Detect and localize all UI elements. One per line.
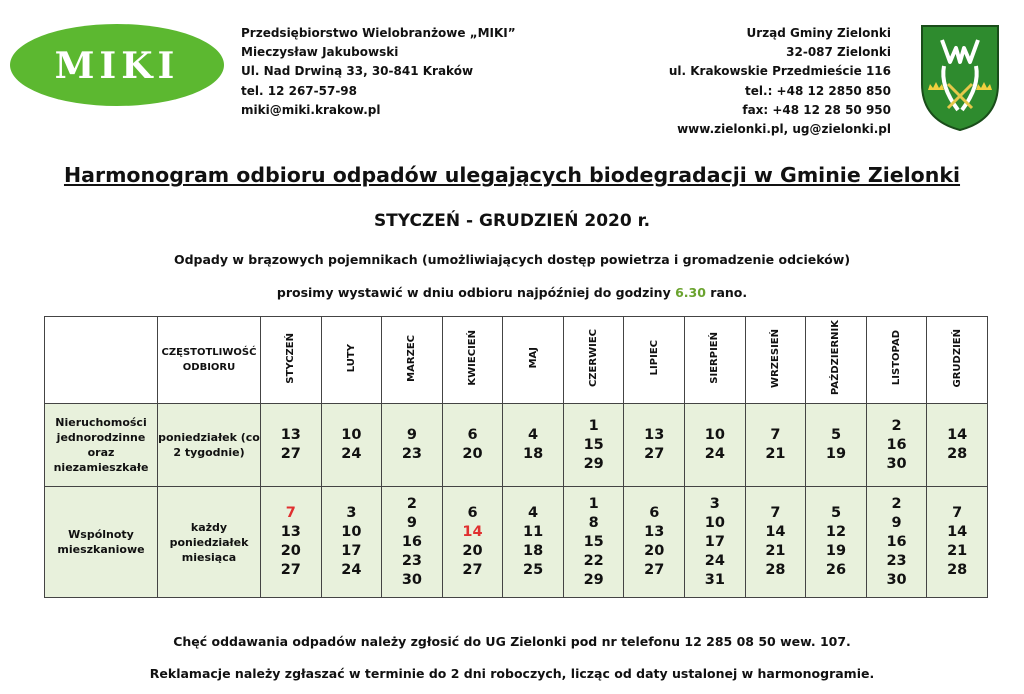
office-postcode: 32-087 Zielonki [786,45,891,60]
collection-day: 8 [588,514,599,531]
month-header [442,317,503,404]
office-fax: fax: +48 12 28 50 950 [742,102,891,117]
collection-day: 20 [644,543,665,559]
month-label: KWIECIEŃ [467,330,479,386]
company-address: Ul. Nad Drwiną 33, 30-841 Kraków [241,64,474,79]
collection-day: 22 [583,552,604,569]
page-subtitle: STYCZEŃ - GRUDZIEŃ 2020 r. [373,211,651,231]
collection-day: 19 [825,543,847,559]
collection-day: 21 [765,543,786,559]
collection-day: 29 [583,571,604,588]
collection-day: 24 [704,552,725,569]
date-cell [624,404,685,487]
date-cell [382,404,443,487]
month-label: LIPIEC [648,340,660,376]
collection-day: 18 [523,543,544,559]
collection-day: 7 [952,505,963,521]
collection-day: 6 [467,505,478,521]
collection-day: 10 [704,514,725,531]
date-cell [624,487,685,598]
collection-day: 18 [523,446,544,462]
collection-day: 9 [891,514,902,531]
zielonki-crest-icon [918,22,1002,132]
collection-day: 25 [523,562,544,578]
collection-day: 20 [462,446,483,462]
collection-day: 1 [588,495,599,512]
company-info [241,24,516,120]
date-cell [927,404,988,487]
collection-day: 15 [583,533,604,550]
collection-day: 16 [401,533,423,550]
header-row [45,317,988,404]
month-header [927,317,988,404]
office-name: Urząd Gminy Zielonki [746,26,891,40]
complaint-note: Reklamacje należy zgłaszać w terminie do 2 dni roboczych, licząc od daty ustalonej w harmonogramie. [149,666,875,681]
collection-day: 27 [280,446,301,462]
collection-day: 2 [891,495,902,512]
date-cell [806,487,867,598]
date-cell [503,404,564,487]
time-note-hour: 6.30 [675,285,706,300]
collection-day: 28 [947,446,968,462]
company-owner: Mieczysław Jakubowski [241,45,399,60]
company-email[interactable]: miki@miki.krakow.pl [241,102,381,117]
month-header [261,317,322,404]
month-header [382,317,443,404]
collection-day: 16 [886,436,907,453]
collection-day: 4 [528,505,539,521]
collection-day: 10 [704,427,725,443]
collection-day: 27 [280,562,301,578]
corner-cell [45,317,158,404]
collection-day: 12 [825,524,847,540]
collection-day: 9 [406,514,417,531]
date-cell [685,404,746,487]
collection-day: 9 [406,427,417,443]
row-frequency: poniedziałek (co 2 tygodnie) [158,404,261,487]
row-label: Nieruchomości jednorodzinne oraz niezamieszkałe [45,404,158,487]
company-phone: tel. 12 267-57-98 [241,83,358,98]
collection-day: 27 [644,562,665,578]
date-cell [745,404,806,487]
date-cell [321,404,382,487]
collection-day: 7 [770,427,781,443]
month-label: LUTY [345,343,357,373]
month-label: CZERWIEC [588,328,600,388]
miki-logo [8,22,226,108]
month-label: GRUDZIEŃ [951,328,963,388]
collection-day: 20 [462,543,483,559]
collection-day: 28 [947,562,968,578]
month-header [745,317,806,404]
office-web[interactable]: www.zielonki.pl, ug@zielonki.pl [677,122,891,137]
office-street: ul. Krakowskie Przedmieście 116 [668,64,891,79]
month-header [563,317,624,404]
time-note [0,285,1024,300]
date-cell [927,487,988,598]
collection-day: 26 [825,562,847,578]
date-cell [442,404,503,487]
collection-day: 23 [401,446,423,462]
month-header [806,317,867,404]
date-cell [442,487,503,598]
collection-day: 27 [462,562,483,578]
collection-day: 11 [523,524,544,540]
collection-day: 21 [947,543,968,559]
collection-day: 19 [825,446,847,462]
collection-day: 17 [704,533,725,550]
collection-day: 2 [406,495,417,512]
schedule-table [44,316,988,598]
month-header [685,317,746,404]
collection-day: 24 [704,446,725,462]
collection-day: 28 [765,562,786,578]
collection-day: 16 [886,533,907,550]
office-info [669,24,891,139]
collection-day: 27 [644,446,665,462]
collection-day: 4 [528,427,539,443]
collection-day: 13 [644,427,665,443]
miki-logo-text: MIKI [54,45,180,87]
office-phone: tel.: +48 12 2850 850 [745,83,891,98]
month-label: STYCZEŃ [285,332,297,384]
collection-day: 30 [886,455,907,472]
month-label: SIERPIEŃ [709,332,721,384]
company-name: Przedsiębiorstwo Wielobranżowe „MIKI” [241,26,516,40]
date-cell [261,404,322,487]
collection-day: 20 [280,543,301,559]
collection-day: 13 [280,524,301,540]
collection-day: 29 [583,455,604,472]
collection-day: 13 [644,524,665,540]
collection-day: 24 [341,562,362,578]
collection-day: 24 [341,446,362,462]
month-label: MAJ [527,347,539,369]
table-row [45,487,988,598]
page-title: Harmonogram odbioru odpadów ulegających biodegradacji w Gminie Zielonki [63,163,961,187]
collection-day: 23 [886,552,907,569]
row-label: Wspólnoty mieszkaniowe [45,487,158,598]
collection-day: 21 [765,446,786,462]
collection-day: 30 [886,571,907,588]
collection-day: 13 [280,427,301,443]
collection-day: 23 [401,552,423,569]
month-label: LISTOPAD [891,330,903,386]
collection-day: 17 [341,543,362,559]
date-cell [563,487,624,598]
collection-day: 10 [341,524,362,540]
date-cell [685,487,746,598]
time-note-before: prosimy wystawić w dniu odbioru najpóźniej do godziny [276,285,676,300]
collection-day: 2 [891,417,902,434]
date-cell [321,487,382,598]
collection-day: 14 [947,427,968,443]
month-label: PAŹDZIERNIK [830,320,842,396]
table-row [45,404,988,487]
month-header [321,317,382,404]
collection-day: 14 [765,524,786,540]
collection-day: 3 [346,505,357,521]
date-cell [382,487,443,598]
row-frequency: każdy poniedziałek miesiąca [158,487,261,598]
date-cell [866,404,927,487]
collection-day: 7 [285,505,296,521]
date-cell [745,487,806,598]
collection-day: 6 [649,505,660,521]
container-note: Odpady w brązowych pojemnikach (umożliwiających dostęp powietrza i gromadzenie odcieków) [173,252,851,267]
collection-day: 30 [401,571,423,588]
month-header [866,317,927,404]
date-cell [866,487,927,598]
month-header [624,317,685,404]
collection-day: 7 [770,505,781,521]
collection-day: 5 [830,427,842,443]
collection-day: 6 [467,427,478,443]
month-header [503,317,564,404]
collection-day: 5 [830,505,842,521]
collection-day: 1 [588,417,599,434]
collection-day: 3 [709,495,720,512]
collection-day: 15 [583,436,604,453]
collection-day: 14 [947,524,968,540]
date-cell [563,404,624,487]
date-cell [806,404,867,487]
collection-day: 14 [462,524,483,540]
contact-note: Chęć oddawania odpadów należy zgłosić do UG Zielonki pod nr telefonu 12 285 08 50 wew. 107. [173,634,851,649]
date-cell [503,487,564,598]
month-label: MARZEC [406,334,418,382]
month-label: WRZESIEŃ [769,328,781,388]
collection-day: 10 [341,427,362,443]
date-cell [261,487,322,598]
collection-day: 31 [704,571,725,588]
time-note-after: rano. [705,285,748,300]
frequency-header: CZĘSTOTLIWOŚĆ ODBIORU [158,317,261,404]
